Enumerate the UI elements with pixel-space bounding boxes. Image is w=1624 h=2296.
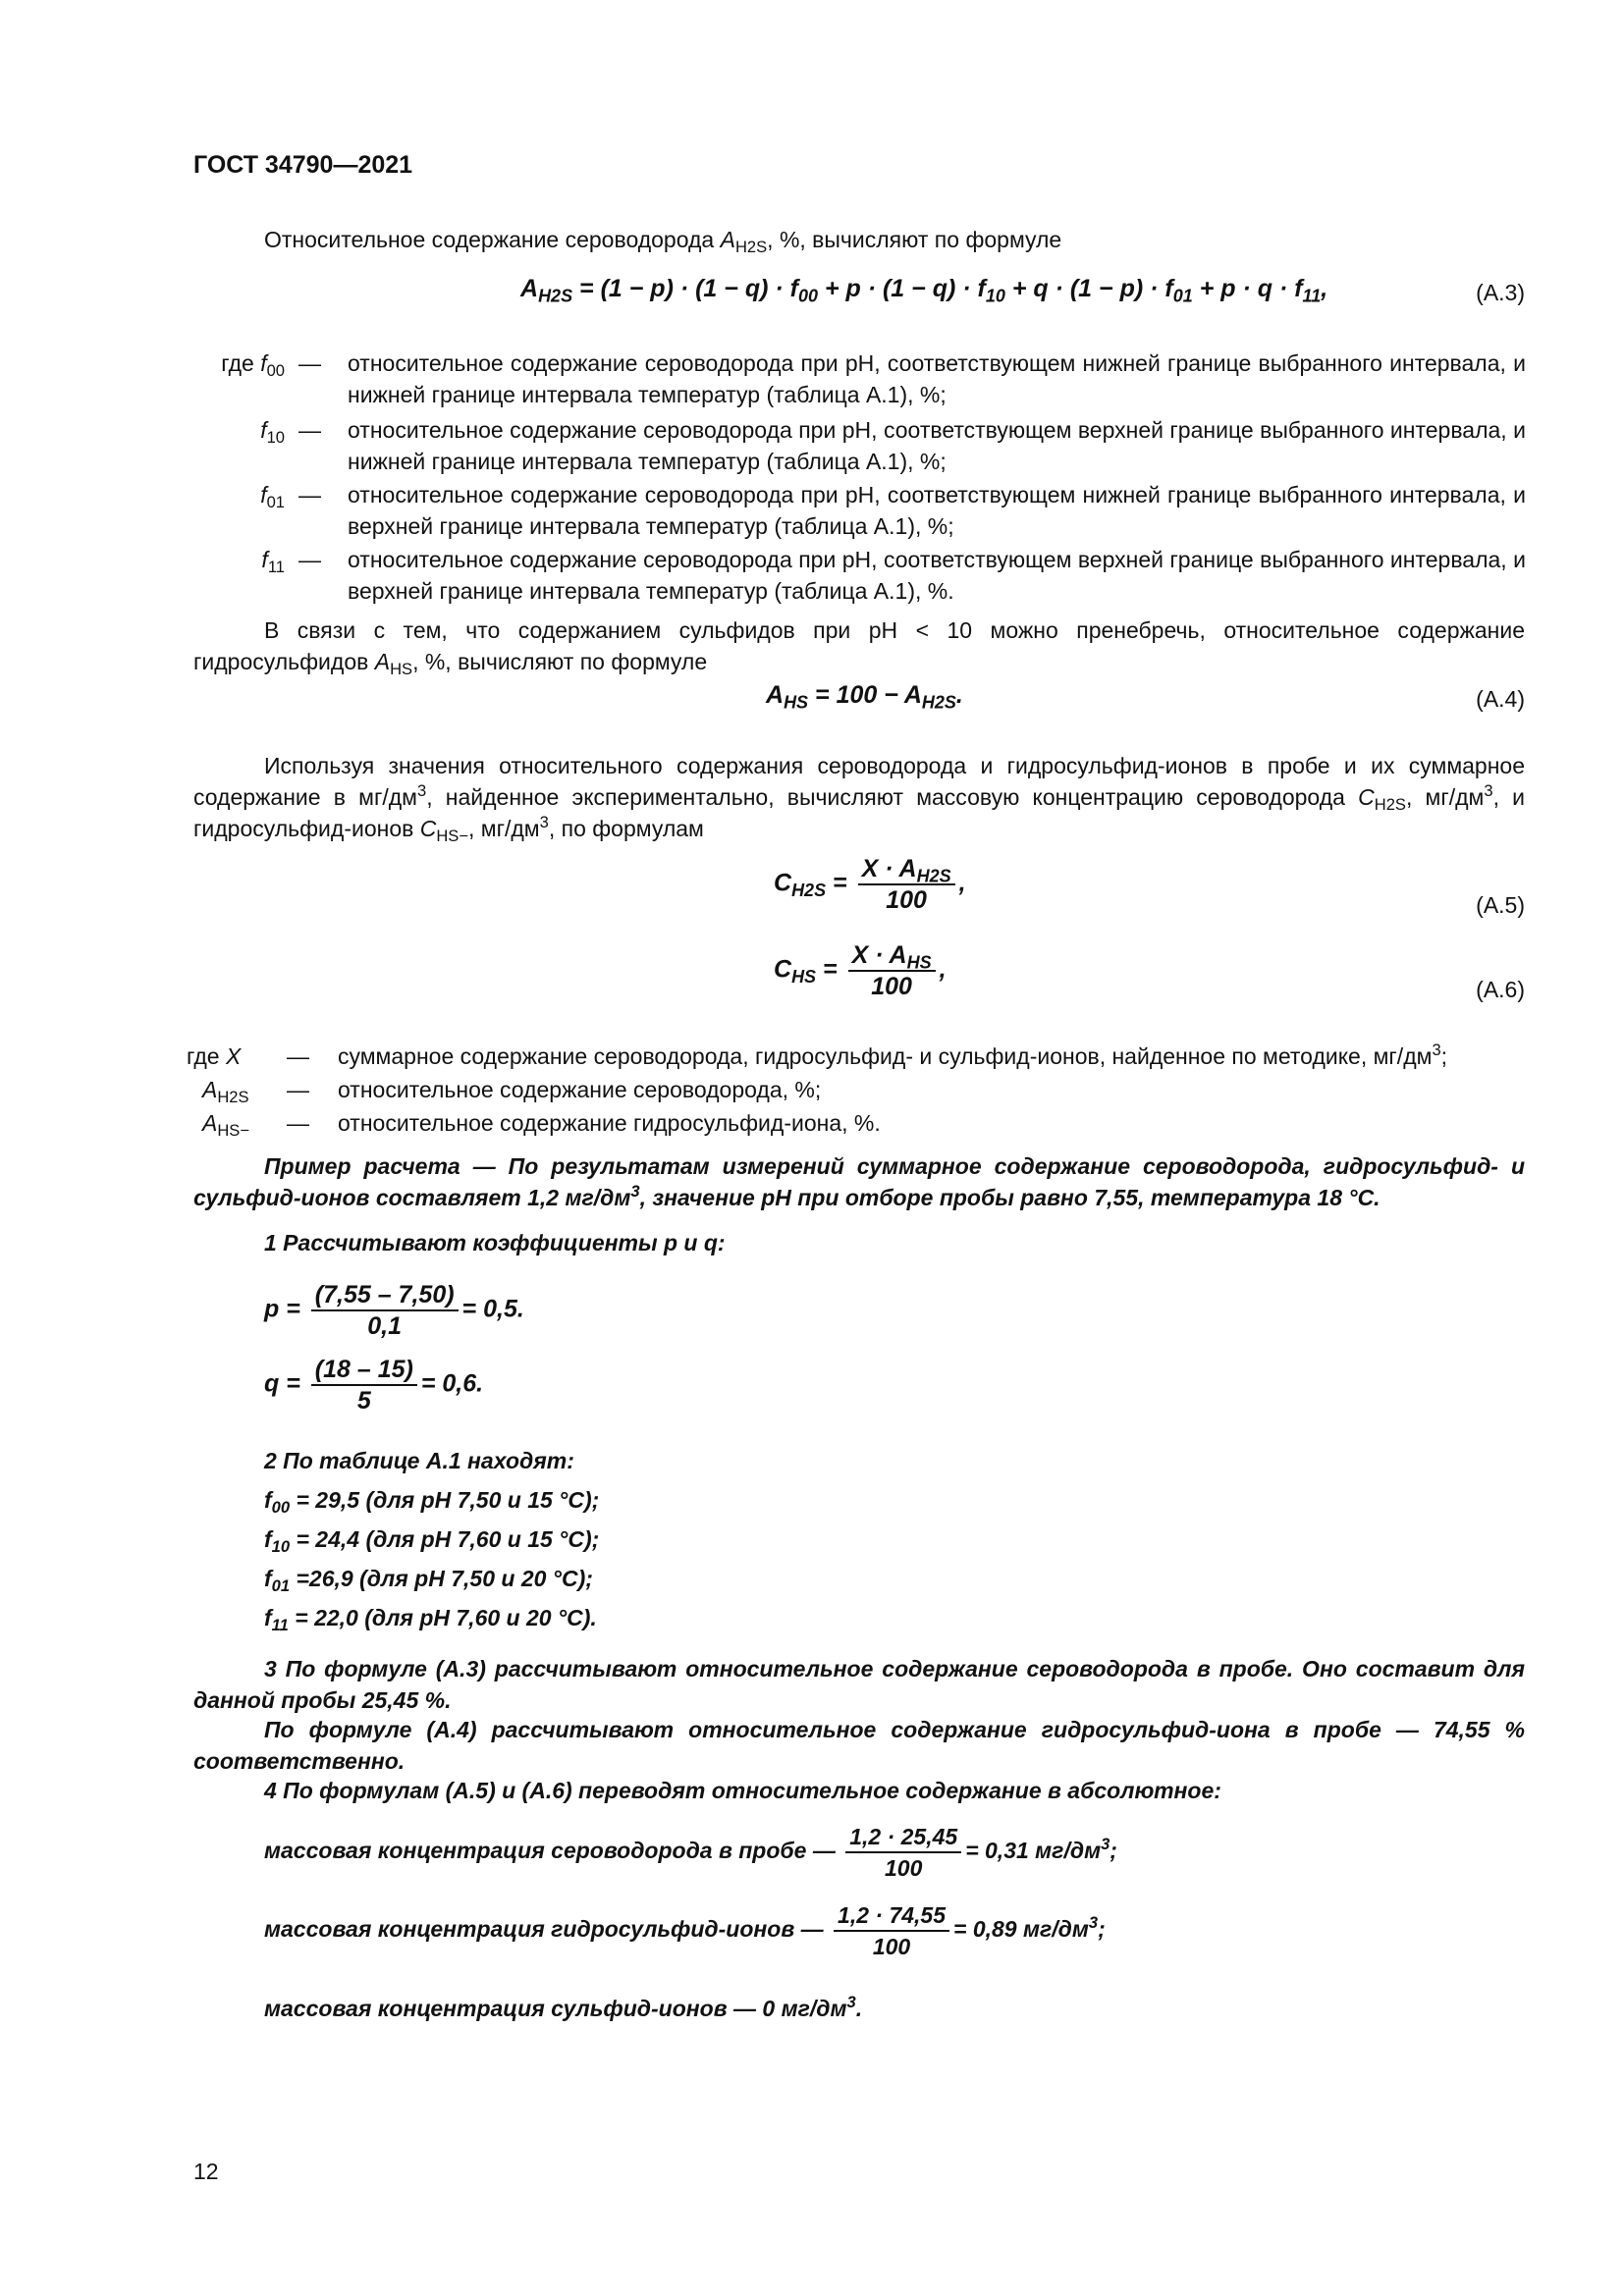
definition-ah2s: $A_{H2S}$ — относительное содержание сероводорода, %; [202,1077,822,1106]
mass-concentration-h2s: массовая концентрация сероводорода в пробе — $\frac{1,2 \cdot 25,45}{100}$ = 0,31 $мг/дм^3$; [264,1824,1117,1881]
example-step-1: 1 Рассчитывают коэффициенты р и q: [264,1230,726,1255]
example-step-3b: По формуле (А.4) рассчитывают относительное содержание гидросульфид-иона в пробе — 74,55 % соответственно. [193,1717,1525,1774]
formula-a5: $C_{H2S}$ = $\frac{X \cdot A_{H2S}}{100}$ , [774,855,966,914]
mass-concentration-hs: массовая концентрация гидросульфид-ионов — $\frac{1,2 \cdot 74,55}{100}$ = 0,89 $мг/дм^3$; [264,1902,1106,1959]
equation-number-a5: (А.5) [1476,892,1525,918]
definition-f11: $f_{11}$ — относительное содержание сероводорода при рН, соответствующем верхней границе выбранного интервала, и верхней границе интервала температур (таблица А.1), %. [261,547,1526,604]
formula-a3: $A_{H2S} = (1 - p) \cdot (1 - q) \cdot f_{00} + p \cdot (1 - q) \cdot f_{10} + q \cdot (1 - p) \cdot f_{01} + p \cdot q \cdot f_{11}$, [520,275,1328,306]
intro-paragraph: Относительное содержание сероводорода $A_{H2S}$, %, вычисляют по формуле [264,227,1062,256]
f01-value: $f_{01} =26,9$ (для рН 7,50 и 20 °С); [264,1566,593,1595]
example-step-4: 4 По формулам (А.5) и (А.6) переводят относительное содержание в абсолютное: [264,1778,1221,1803]
concentration-paragraph: Используя значения относительного содержания сероводорода и гидросульфид-ионов в пробе и их суммарное содержание в $мг/дм^3$, найденное экспериментально, вычисляют массовую концентрацию сероводорода $C_{H2S}$, $мг/дм^3$, и гидросульфид-ионов $C_{HS-}$, $мг/дм^3$, по формулам [193,753,1525,845]
example-intro: Пример расчета — По результатам измерений суммарное содержание сероводорода, гидросульфид- и сульфид-ионов составляет 1,2 $мг/дм^3$, значение рН при отборе пробы равно 7,55, температура 18 °С. [193,1153,1525,1210]
f00-value: $f_{00} = 29,5$ (для рН 7,50 и 15 °С); [264,1487,600,1517]
definition-f10: $f_{10}$ — относительное содержание сероводорода при рН, соответствующем верхней границе выбранного интервала, и нижней границе интервала температур (таблица А.1), %; [260,417,1526,474]
f11-value: $f_{11} = 22,0$ (для рН 7,60 и 20 °С). [264,1605,597,1634]
page-number: 12 [193,2159,219,2184]
formula-a6: $C_{HS}$ = $\frac{X \cdot A_{HS}}{100}$ , [774,941,947,1000]
example-step-2: 2 По таблице А.1 находят: [264,1448,574,1473]
hydrosulfide-paragraph: В связи с тем, что содержанием сульфидов при рН < 10 можно пренебречь, относительное содержание гидросульфидов $A_{HS}$, %, вычисляют по формуле [193,617,1525,678]
f10-value: $f_{10} = 24,4$ (для рН 7,60 и 15 °С); [264,1526,600,1556]
equation-number-a3: (А.3) [1476,280,1525,305]
definition-f00: где $f_{00}$ — относительное содержание сероводорода при рН, соответствующем нижней границе выбранного интервала, и нижней границе интервала температур (таблица А.1), %; [221,350,1526,407]
formula-p: p = $\frac{(7,55 - 7,50)}{0,1}$ = 0,5. [264,1281,524,1340]
definition-f01: $f_{01}$ — относительное содержание сероводорода при рН, соответствующем нижней границе выбранного интервала, и верхней границе интервала температур (таблица А.1), %; [260,482,1526,539]
example-step-3: 3 По формуле (А.3) рассчитывают относительное содержание сероводорода в пробе. Оно составит для данной пробы 25,45 %. [193,1656,1525,1713]
definition-ahs: $A_{HS-}$ — относительное содержание гидросульфид-иона, %. [202,1110,881,1140]
document-header: ГОСТ 34790—2021 [193,151,413,179]
mass-concentration-s: массовая концентрация сульфид-ионов — 0 $мг/дм^3$. [264,1992,863,2021]
equation-number-a4: (А.4) [1476,686,1525,712]
definition-x: где X — суммарное содержание сероводорода, гидросульфид- и сульфид-ионов, найденное по методике, $мг/дм^3$; [187,1040,1448,1069]
formula-q: q = $\frac{(18 - 15)}{5}$ = 0,6. [264,1356,484,1415]
equation-number-a6: (А.6) [1476,977,1525,1002]
formula-a4: $A_{HS} = 100 - A_{H2S}$. [766,681,963,713]
